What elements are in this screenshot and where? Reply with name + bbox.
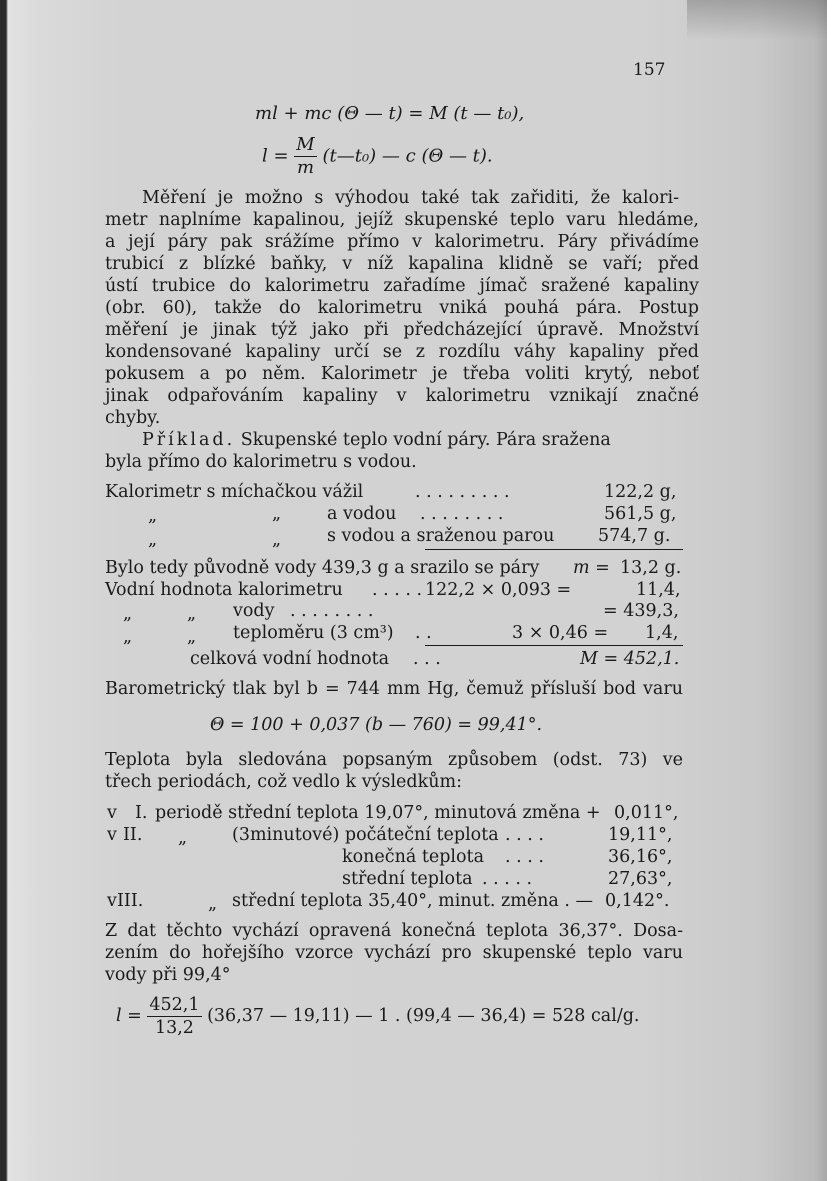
period-text: periodě střední teplota 19,07°, minutová změna + [155,803,601,823]
text-line: třech periodách, což vedlo k výsledkům: [105,772,462,792]
leader-dots: . . . [413,649,441,669]
period-text: (3minutové) počáteční teplota [232,825,499,845]
example-heading: Příklad. [142,430,236,450]
water-value: = 439,3, [603,601,679,621]
page-number: 157 [633,60,666,80]
fraction-denominator: 13,2 [154,1018,194,1038]
text-line: zením do hořejšího vzorce vychází pro skupenské teplo varu [105,943,683,963]
final-equation [116,994,639,1039]
text-line: ústí trubice do kalorimetru zařadíme jímač sražené kapaliny [105,276,699,296]
period-text: konečná teplota [342,847,485,867]
water-label: teploměru (3 cm³) [233,623,394,643]
period-text: střední teplota [342,869,473,889]
text-line: a její páry pak srážíme přímo v kalorimetru. Páry přivádíme [105,232,699,252]
ditto-mark: „ [148,530,158,550]
period-value: 0,011°, [614,803,679,823]
period-text: střední teplota 35,40°, minut. změna . — [232,891,594,911]
water-calc: 3 × 0,46 = [512,623,609,643]
summary-value: 13,2 g. [620,558,682,578]
period-value: 0,142°. [605,891,670,911]
ditto-mark: „ [272,504,282,524]
leader-dots: . . . . . [372,580,423,600]
period-value: 36,16°, [608,847,673,867]
example-title: Skupenské teplo vodní páry. Pára sražena [240,430,611,450]
ditto-mark: „ [148,506,158,526]
equation-lhs: l = [262,145,289,167]
text-line: chyby. [105,408,161,428]
text-line: kondensované kapaliny určí se z rozdílu váhy kapaliny před [105,342,699,362]
equation-latent-heat [262,134,493,179]
barometer-line: Barometrický tlak byl b = 744 mm Hg, čemuž přísluší bod varu [105,679,683,699]
text-line: (obr. 60), takže do kalorimetru vniká pouhá pára. Postup [105,298,699,318]
equation-lhs: l = [116,1006,142,1026]
sum-rule [425,549,683,550]
fraction-M-over-m [294,134,316,179]
period-value: 19,11°, [608,825,673,845]
fraction-numerator: 452,1 [149,995,200,1015]
weight-value: 574,7 g. [598,526,671,546]
water-total: M = 452,1. [580,649,680,669]
ditto-mark: „ [178,828,188,848]
water-value: 11,4, [636,580,681,600]
sum-rule [425,645,683,646]
ditto-mark: „ [187,604,197,624]
fraction-numerator: M [296,134,315,155]
weight-label: a vodou [327,504,397,524]
water-value: 1,4, [645,623,679,643]
water-label-total: celková vodní hodnota [190,649,390,669]
text-line: Měření je možno s výhodou také tak zařiditi, že kalori- [142,188,679,208]
period-number: II. [123,825,143,845]
fraction-452-over-13 [147,994,201,1039]
weight-label: s vodou a sraženou parou [327,526,555,546]
equation-rhs: (36,37 — 19,11) — 1 . (99,4 — 36,4) = 528 cal/g. [207,1006,640,1026]
weight-value: 122,2 g, [604,482,677,502]
water-label: Vodní hodnota kalorimetru [105,580,343,600]
weight-label: Kalorimetr s míchačkou vážil [105,482,364,502]
leader-dots: . . . . . . . . . [415,482,510,502]
summary-m: m = [573,558,610,578]
period-prefix: v [107,825,117,845]
leader-dots: . . [415,623,432,643]
period-prefix: v [107,803,117,823]
leader-dots: . . . . [505,825,544,845]
period-prefix: v [107,891,117,911]
ditto-mark: „ [208,894,218,914]
leader-dots: . . . . [505,847,544,867]
text-line: pokusem a po něm. Kalorimetr je třeba voliti krytý, neboť [105,364,699,384]
leader-dots: . . . . . . . . [290,601,374,621]
fraction-denominator: m [296,157,315,178]
text-line: jinak odpařováním kapaliny v kalorimetru vznikají značné [105,386,699,406]
weight-value: 561,5 g, [604,504,677,524]
text-line: Z dat těchto vychází opravená konečná teplota 36,37°. Dosa- [105,921,683,941]
text-line: Teplota byla sledována popsaným způsobem (odst. 73) ve [105,750,683,770]
ditto-mark: „ [123,627,133,647]
leader-dots: . . . . . . . . [420,504,504,524]
water-label: vody [233,601,275,621]
period-number: III. [117,891,144,911]
text-line: měření je jinak týž jako při předcházející úpravě. Množství [105,320,699,340]
water-calc: 122,2 × 0,093 = [425,580,572,600]
equation-heat-balance: ml + mc (Θ — t) = M (t — t₀), [255,103,525,124]
text-line: trubicí z blízké baňky, v níž kapalina klidně se vaří; před [105,254,699,274]
ditto-mark: „ [272,530,282,550]
example-heading-line [142,430,611,450]
text-line: metr naplníme kapalinou, jejíž skupenské teplo varu hledáme, [105,210,699,230]
ditto-mark: „ [123,604,133,624]
period-value: 27,63°, [608,869,673,889]
summary-line: Bylo tedy původně vody 439,3 g a srazilo se páry [105,558,540,578]
example-line-2: byla přímo do kalorimetru s vodou. [105,452,417,472]
period-number: I. [135,803,148,823]
ditto-mark: „ [187,627,197,647]
leader-dots: . . . . . [482,869,533,889]
boiling-point-equation: Θ = 100 + 0,037 (b — 760) = 99,41°. [210,715,543,735]
equation-rhs: (t—t₀) — c (Θ — t). [322,145,493,167]
text-line: vody při 99,4° [105,965,231,985]
